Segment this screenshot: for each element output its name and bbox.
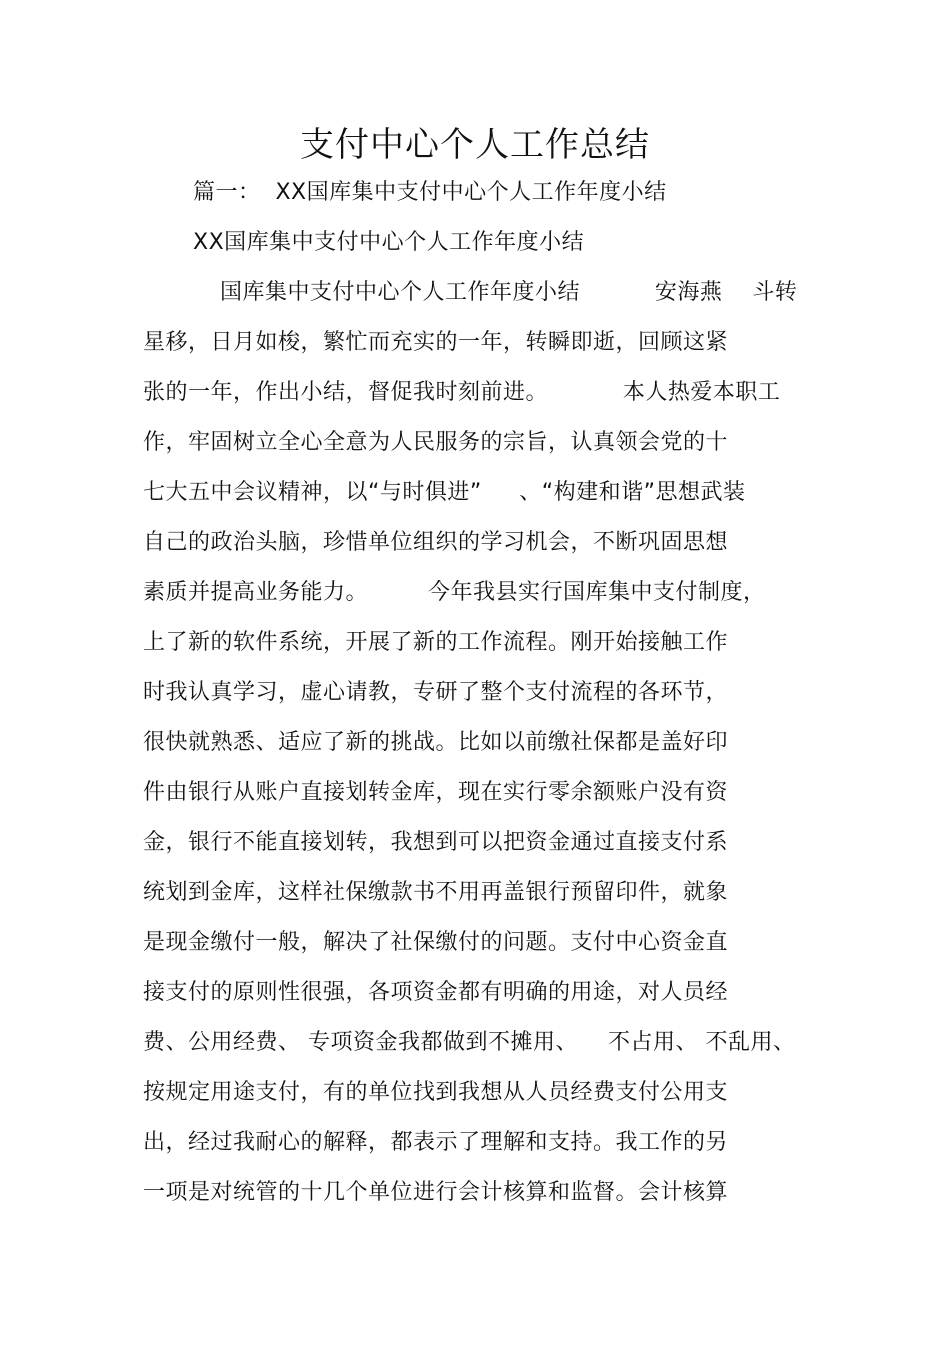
document-heading: XX国库集中支付中心个人工作年度小结: [193, 230, 585, 255]
body-line: 上了新的软件系统，开展了新的工作流程。刚开始接触工作: [143, 630, 729, 655]
body-line: 时我认真学习，虚心请教，专研了整个支付流程的各环节，: [143, 680, 729, 705]
body-line: 自己的政治头脑，珍惜单位组织的学习机会，不断巩固思想: [143, 530, 729, 555]
body-line: 很快就熟悉、适应了新的挑战。比如以前缴社保都是盖好印: [143, 730, 729, 755]
body-line: 张的一年，作出小结，督促我时刻前进。 本人热爱本职工: [143, 380, 781, 405]
body-line: 国库集中支付中心个人工作年度小结 安海燕 斗转: [220, 280, 798, 305]
body-line: 费、公用经费、 专项资金我都做到不摊用、 不占用、 不乱用、: [143, 1030, 796, 1055]
body-line: 星移，日月如梭，繁忙而充实的一年，转瞬即逝，回顾这紧: [143, 330, 729, 355]
body-line: 按规定用途支付，有的单位找到我想从人员经费支付公用支: [143, 1080, 729, 1105]
body-line: 七大五中会议精神，以“与时俱进” 、“构建和谐”思想武装: [143, 480, 746, 505]
document-title: 支付中心个人工作总结: [300, 125, 650, 165]
body-line: 是现金缴付一般，解决了社保缴付的问题。支付中心资金直: [143, 930, 729, 955]
document-subtitle: 篇一： XX国库集中支付中心个人工作年度小结: [193, 180, 667, 205]
body-line: 接支付的原则性很强，各项资金都有明确的用途，对人员经: [143, 980, 729, 1005]
body-line: 统划到金库，这样社保缴款书不用再盖银行预留印件，就象: [143, 880, 729, 905]
body-line: 作，牢固树立全心全意为人民服务的宗旨，认真领会党的十: [143, 430, 729, 455]
body-line: 件由银行从账户直接划转金库，现在实行零余额账户没有资: [143, 780, 729, 805]
body-line: 一项是对统管的十几个单位进行会计核算和监督。会计核算: [143, 1180, 729, 1205]
body-line: 出，经过我耐心的解释，都表示了理解和支持。我工作的另: [143, 1130, 729, 1155]
body-line: 金，银行不能直接划转，我想到可以把资金通过直接支付系: [143, 830, 729, 855]
body-line: 素质并提高业务能力。 今年我县实行国库集中支付制度，: [143, 580, 766, 605]
